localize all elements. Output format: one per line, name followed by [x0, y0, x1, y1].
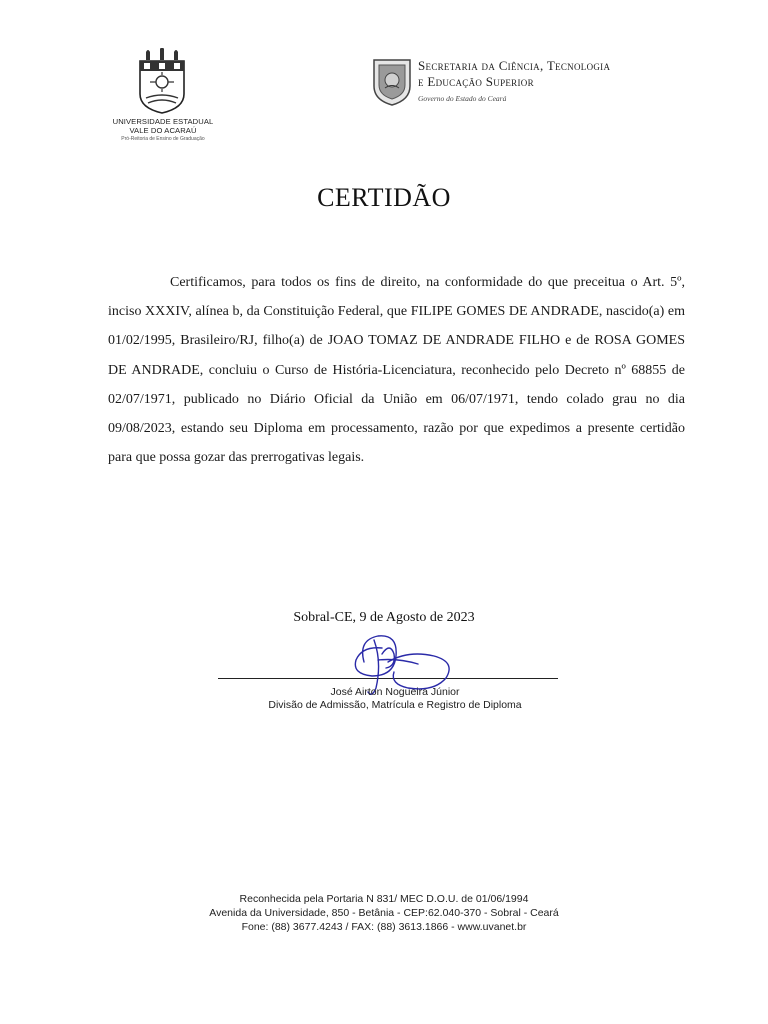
footer-address: Avenida da Universidade, 850 - Betânia - CEP:62.040-370 - Sobral - Ceará — [209, 907, 559, 919]
place-date: Sobral-CE, 9 de Agosto de 2023 — [293, 610, 475, 625]
footer-contact: Fone: (88) 3677.4243 / FAX: (88) 3613.1866 - www.uvanet.br — [241, 921, 527, 933]
university-logo-block — [108, 48, 218, 148]
ceara-seal-icon — [372, 56, 412, 106]
university-crest-icon — [136, 48, 188, 114]
university-name-line1: UNIVERSIDADE ESTADUAL — [112, 117, 214, 126]
certificate-body: Certificamos, para todos os fins de direito, na conformidade do que preceitua o Art. 5º, inciso XXXIV, alínea b, da Constituição Federal, que FILIPE GOMES DE ANDRADE, nascido(a) em 01/02/1995, Brasileiro/RJ, filho(a) de JOAO TOMAZ DE ANDRADE FILHO e de ROSA GOMES DE ANDRADE, concluiu o Curso de História-Licenciatura, reconhecido pelo Decreto nº 68855 de 02/07/1971, publicado no Diário Oficial da União em 06/07/1971, tendo colado grau no dia 09/08/2023, estando seu Diploma em processamento, razão por que expedimos a presente certidão para que possa gozar das prerrogativas legais. — [108, 275, 685, 466]
document-title: CERTIDÃO — [317, 183, 451, 212]
signatory-role: Divisão de Admissão, Matrícula e Registro de Diploma — [268, 699, 522, 711]
secretaria-name-line2: e Educação Superior — [418, 74, 534, 89]
university-name-line2: VALE DO ACARAÚ — [129, 126, 197, 135]
secretaria-name-line1: Secretaria da Ciência, Tecnologia — [418, 58, 611, 73]
footer-recognition: Reconhecida pela Portaria N 831/ MEC D.O.U. de 01/06/1994 — [239, 893, 529, 905]
signature-block — [210, 632, 570, 722]
university-subline: Pró-Reitoria de Ensino de Graduação — [121, 136, 205, 142]
government-subline: Governo do Estado do Ceará — [418, 94, 507, 103]
secretaria-logo-block — [372, 54, 682, 114]
signatory-name: José Airton Nogueira Júnior — [330, 686, 460, 698]
